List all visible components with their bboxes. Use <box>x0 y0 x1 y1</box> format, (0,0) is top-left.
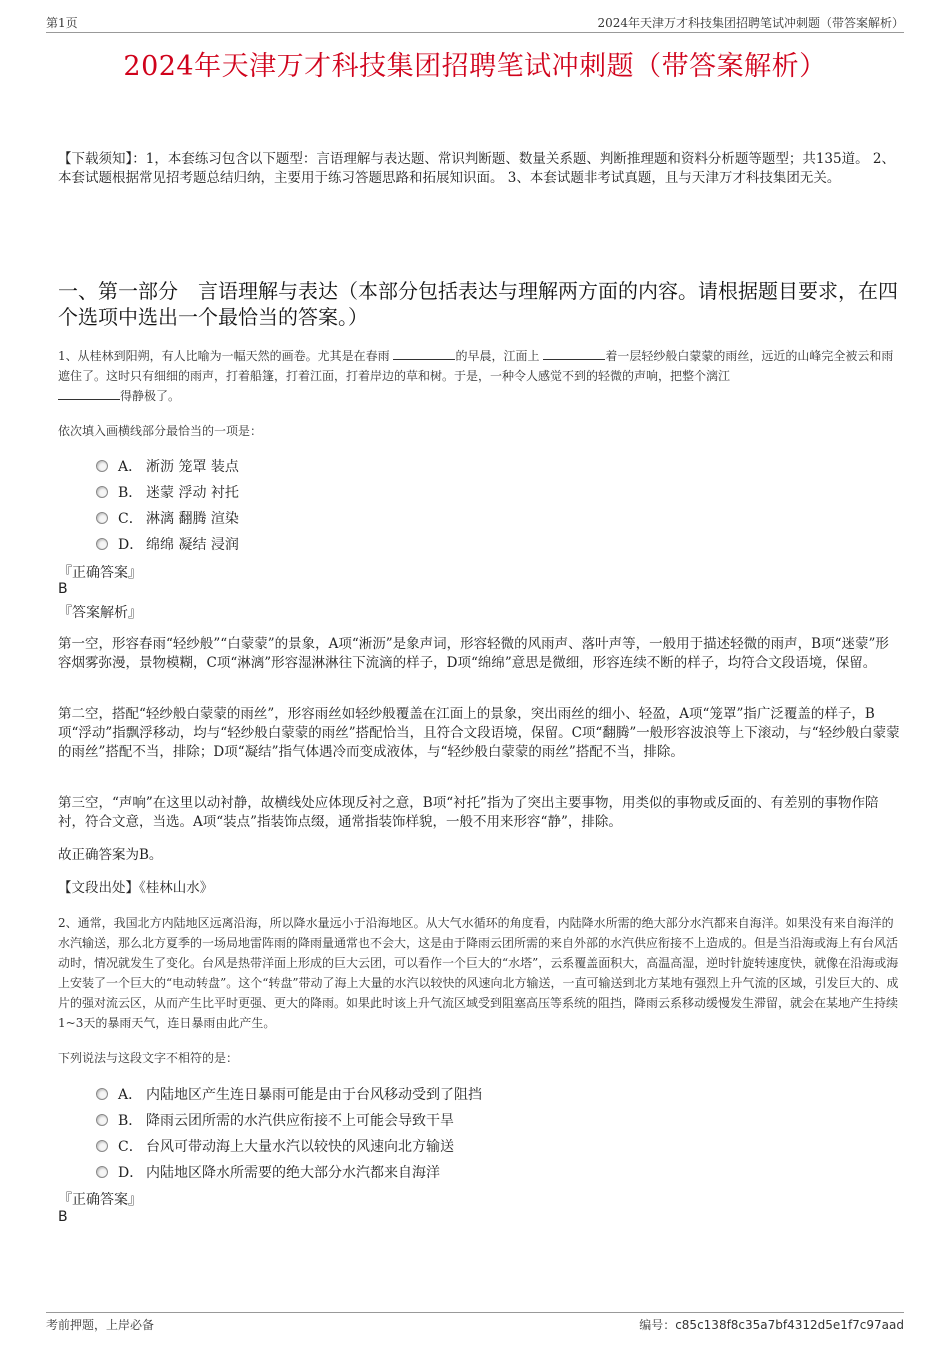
blank-line <box>58 387 120 400</box>
header-doc-title: 2024年天津万才科技集团招聘笔试冲刺题（带答案解析） <box>597 16 904 30</box>
question-2-prompt: 下列说法与这段文字不相符的是： <box>58 1051 239 1065</box>
option-a[interactable]: A． 内陆地区产生连日暴雨可能是由于台风移动受到了阻挡 <box>96 1081 482 1107</box>
blank-line <box>543 347 605 360</box>
question-2-options <box>96 1081 482 1185</box>
radio-button[interactable] <box>96 486 108 498</box>
answer-value: B <box>58 1209 68 1225</box>
question-1-prompt: 依次填入画横线部分最恰当的一项是： <box>58 424 263 438</box>
footer-slogan: 考前押题，上岸必备 <box>46 1318 155 1332</box>
option-d[interactable]: D． 绵绵 凝结 浸润 <box>96 531 239 557</box>
option-c[interactable]: C． 淋漓 翻腾 渲染 <box>96 505 239 531</box>
option-c[interactable]: C． 台风可带动海上大量水汽以较快的风速向北方输送 <box>96 1133 482 1159</box>
radio-button[interactable] <box>96 1088 108 1100</box>
option-a[interactable]: A． 淅沥 笼罩 装点 <box>96 453 239 479</box>
question-1-options <box>96 453 239 557</box>
question-2-text: 2、通常，我国北方内陆地区远离沿海，所以降水量远小于沿海地区。从大气水循环的角度看，内陆降水所需的绝大部分水汽都来自海洋。如果没有来自海洋的水汽输送，那么北方夏季的一场局地雷阵雨的降雨量通常也不会大，这是由于降雨云团所需的来自外部的水汽供应衔接不上造成的。但是当沿海或海上有台风活动时，情况就发生了变化。台风是热带洋面上形成的巨大云团，可以看作一个巨大的“水塔”，云系覆盖面积大，高温高湿，逆时针旋转速度快，就像在沿海或海上安装了一个巨大的“电动转盘”。这个“转盘”带动了海上大量的水汽以较快的风速向北方输送，一直可输送到北方某地有强烈上升气流的区域，引发巨大的、成片的强对流云区，从而产生比平时更强、更大的降雨。如果此时该上升气流区域受到阻塞高压等系统的阻挡，降雨云系移动缓慢发生滞留，就会在某地产生持续1~3天的暴雨天气，连日暴雨由此产生。 <box>58 916 899 1030</box>
analysis-label: 『答案解析』 <box>58 605 142 621</box>
text-source: 【文段出处】《桂林山水》 <box>58 880 214 896</box>
radio-button[interactable] <box>96 1114 108 1126</box>
page-title: 2024年天津万才科技集团招聘笔试冲刺题（带答案解析） <box>123 51 827 82</box>
radio-button[interactable] <box>96 538 108 550</box>
answer-label: 『正确答案』 <box>58 1192 142 1208</box>
radio-button[interactable] <box>96 460 108 472</box>
page-number: 第1页 <box>46 16 78 30</box>
analysis-paragraph: 第二空，搭配“轻纱般白蒙蒙的雨丝”，形容雨丝如轻纱般覆盖在江面上的景象，突出雨丝的细小、轻盈，A项“笼罩”指广泛覆盖的样子，B项“浮动”指飘浮移动，均与“轻纱般白蒙蒙的雨丝”搭配恰当，且符合文段语境，保留。C项“翻腾”一般形容波浪等上下滚动，与“轻纱般白蒙蒙的雨丝”搭配不当，排除；D项“凝结”指气体遇冷而变成液体，与“轻纱般白蒙蒙的雨丝”搭配不当，排除。 <box>58 706 900 760</box>
option-b[interactable]: B． 降雨云团所需的水汽供应衔接不上可能会导致干旱 <box>96 1107 482 1133</box>
analysis-paragraph: 第三空，“声响”在这里以动衬静，故横线处应体现反衬之意，B项“衬托”指为了突出主要事物，用类似的事物或反面的、有差别的事物作陪衬，符合文意，当选。A项“装点”指装饰点缀，通常指装饰样貌，一般不用来形容“静”，排除。 <box>58 795 879 830</box>
question-1-text: 1、从桂林到阳朔，有人比喻为一幅天然的画卷。尤其是在春雨 的早晨，江面上 着一层轻纱般白蒙蒙的雨丝，远近的山峰完全被云和雨遮住了。这时只有细细的雨声，打着船篷，打着江面，打着岸边的草和树。于是，一种令人感觉不到的轻微的声响，把整个漓江 得静极了。 <box>58 349 894 403</box>
footer-code: 编号：c85c138f8c35a7bf4312d5e1f7c97aad <box>639 1318 904 1332</box>
download-notice: 【下载须知】：1，本套练习包含以下题型：言语理解与表达题、常识判断题、数量关系题、判断推理题和资料分析题等题型；共135道。 2、本套试题根据常见招考题总结归纳，主要用于练习答题思路和拓展知识面。 3、本套试题非考试真题，且与天津万才科技集团无关。 <box>58 151 895 186</box>
blank-line <box>393 347 455 360</box>
page-footer <box>46 1312 904 1336</box>
answer-label: 『正确答案』 <box>58 565 142 581</box>
option-b[interactable]: B． 迷蒙 浮动 衬托 <box>96 479 239 505</box>
radio-button[interactable] <box>96 1166 108 1178</box>
section-heading: 一、第一部分 言语理解与表达（本部分包括表达与理解两方面的内容。请根据题目要求，在四个选项中选出一个最恰当的答案。） <box>58 279 898 329</box>
radio-button[interactable] <box>96 1140 108 1152</box>
radio-button[interactable] <box>96 512 108 524</box>
answer-value: B <box>58 581 68 597</box>
analysis-conclusion: 故正确答案为B。 <box>58 847 163 863</box>
option-d[interactable]: D． 内陆地区降水所需要的绝大部分水汽都来自海洋 <box>96 1159 482 1185</box>
page-header <box>46 14 904 33</box>
analysis-paragraph: 第一空，形容春雨“轻纱般”“白蒙蒙”的景象，A项“淅沥”是象声词，形容轻微的风雨声、落叶声等，一般用于描述轻微的雨声，B项“迷蒙”形容烟雾弥漫，景物模糊，C项“淋漓”形容湿淋淋往下流滴的样子，D项“绵绵”意思是微细，形容连续不断的样子，均符合文段语境，保留。 <box>58 636 889 671</box>
